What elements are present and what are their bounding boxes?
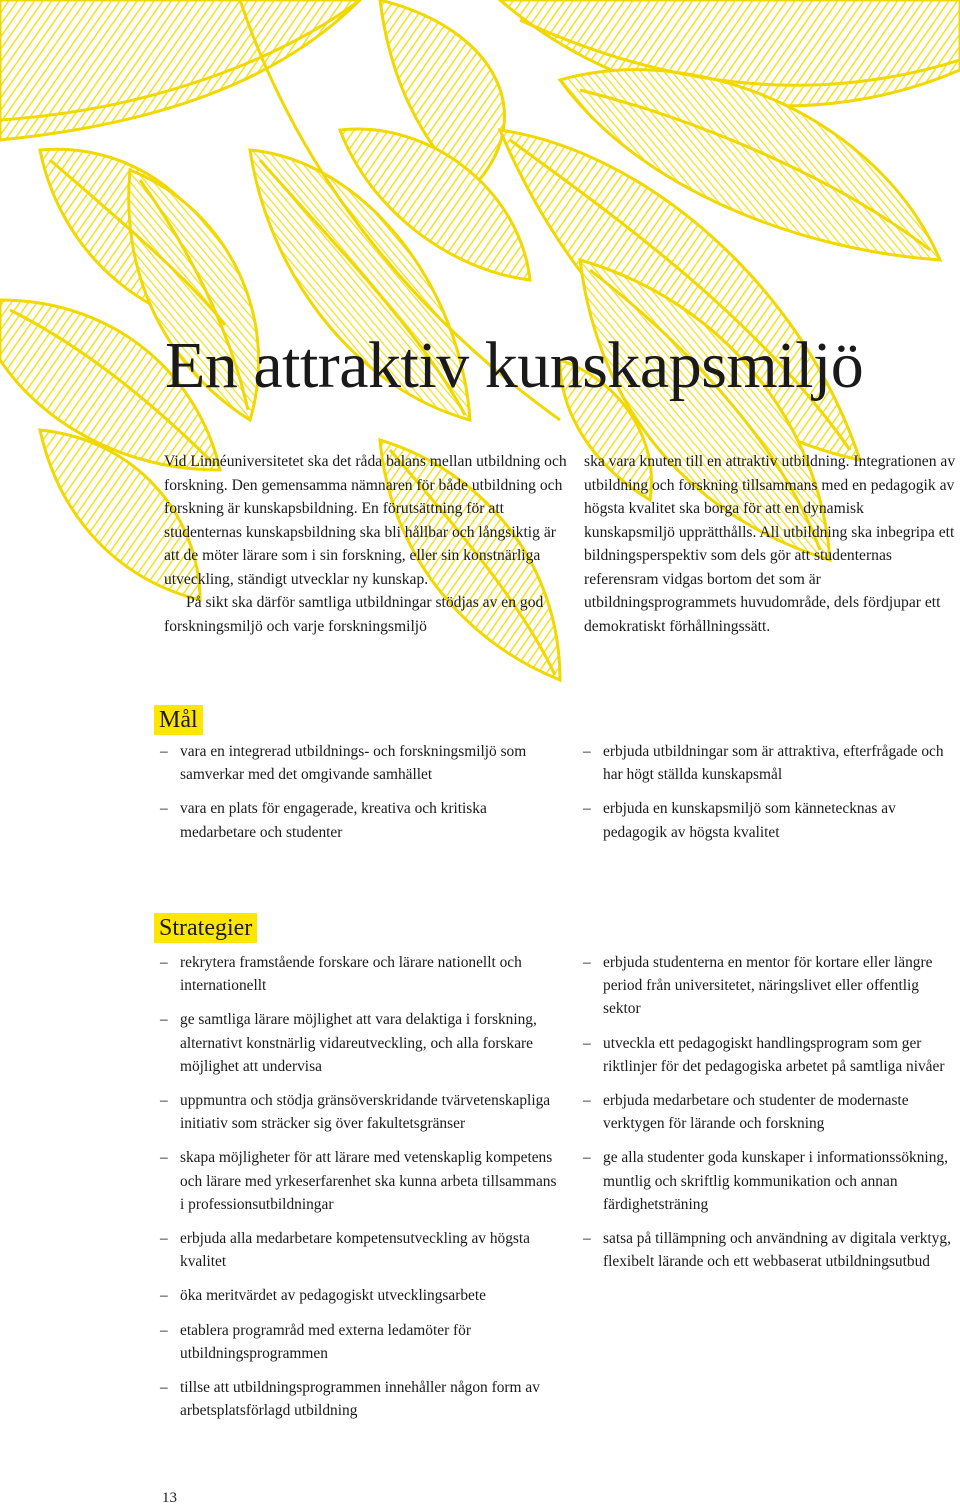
page-title: En attraktiv kunskapsmiljö	[165, 329, 864, 402]
dash-bullet: –	[583, 1092, 591, 1110]
list-item	[162, 1089, 562, 1135]
list-item	[585, 797, 955, 843]
list-item-text: erbjuda medarbetare och studenter de modernaste verktygen för lärande och forskning	[603, 1092, 909, 1133]
list-item-text: erbjuda utbildningar som är attraktiva, efterfrågade och har högt ställda kunskapsmål	[603, 743, 944, 784]
dash-bullet: –	[583, 1149, 591, 1167]
intro-paragraph: ska vara knuten till en attraktiv utbildning. Integrationen av utbildning och forskning tillsammans med en pedagogik av högsta kvalitet ska borga för att en dynamisk kunskapsmiljö upprätthålls. All utbildning ska inbegripa ett bildningsperspektiv som dels gör att studenternas referensram vidgas bortom det som är utbildningsprogrammets huvudområde, dels fördjupar ett demokratiskt förhållningssätt.	[584, 453, 956, 635]
list-item	[585, 951, 960, 1021]
list-item	[162, 797, 562, 843]
strategies-heading: Strategier	[154, 913, 257, 943]
dash-bullet: –	[583, 800, 591, 818]
goals-list-right	[585, 740, 955, 855]
intro-paragraph: På sikt ska därför samtliga utbildningar stödjas av en god forskningsmiljö och varje forskningsmiljö	[164, 594, 544, 635]
list-item-text: ge samtliga lärare möjlighet att vara delaktiga i forskning, alternativt konstnärlig vidareutveckling, och alla forskare möjlighet att undervisa	[180, 1011, 537, 1075]
strategies-list-right	[585, 951, 960, 1284]
list-item-text: etablera programråd med externa ledamöter för utbildningsprogrammen	[180, 1321, 471, 1362]
list-item	[162, 1319, 562, 1365]
list-item	[162, 1146, 562, 1216]
list-item-text: vara en plats för engagerade, kreativa och kritiska medarbetare och studenter	[180, 800, 487, 841]
dash-bullet: –	[160, 1379, 168, 1397]
list-item	[585, 1032, 960, 1078]
dash-bullet: –	[160, 1230, 168, 1248]
dash-bullet: –	[160, 1149, 168, 1167]
list-item-text: rekrytera framstående forskare och lärare nationellt och internationellt	[180, 954, 522, 995]
dash-bullet: –	[160, 954, 168, 971]
list-item	[585, 1146, 960, 1216]
list-item	[162, 1008, 562, 1078]
dash-bullet: –	[583, 1230, 591, 1248]
page-number: 13	[162, 1490, 177, 1506]
list-item	[162, 740, 562, 786]
list-item	[162, 951, 562, 997]
list-item-text: öka meritvärdet av pedagogiskt utvecklingsarbete	[180, 1287, 486, 1305]
intro-left-column	[164, 450, 569, 638]
list-item-text: satsa på tillämpning och användning av digitala verktyg, flexibelt lärande och ett webbaserat utbildningsutbud	[603, 1230, 951, 1271]
list-item-text: uppmuntra och stödja gränsöverskridande tvärvetenskapliga initiativ som sträcker sig över fakultetsgränser	[180, 1092, 551, 1133]
list-item-text: erbjuda en kunskapsmiljö som kännetecknas av pedagogik av högsta kvalitet	[603, 800, 896, 841]
list-item-text: skapa möjligheter för att lärare med vetenskaplig kompetens och lärare med yrkeserfarenhet ska kunna arbeta tillsammans i professionsutbildningar	[180, 1149, 557, 1213]
dash-bullet: –	[160, 1011, 168, 1029]
dash-bullet: –	[160, 800, 168, 818]
list-item-text: tillse att utbildningsprogrammen innehåller någon form av arbetsplatsförlagd utbildning	[180, 1379, 540, 1420]
dash-bullet: –	[160, 1321, 168, 1339]
list-item-text: vara en integrerad utbildnings- och forskningsmiljö som samverkar med det omgivande samhället	[180, 743, 527, 784]
list-item-text: erbjuda alla medarbetare kompetensutveckling av högsta kvalitet	[180, 1230, 531, 1271]
intro-paragraph: Vid Linnéuniversitetet ska det råda balans mellan utbildning och forskning. Den gemensamma nämnaren för både utbildning och forskning är kunskapsbildning. En förutsättning för att studenternas kunskapsbildning ska bli hållbar och långsiktig är att de möter lärare som i sin forskning, eller sin konstnärliga utveckling, ständigt utvecklar ny kunskap.	[164, 453, 567, 588]
list-item-text: utveckla ett pedagogiskt handlingsprogram som ger riktlinjer för det pedagogiska arbetet på samtliga nivåer	[603, 1034, 945, 1075]
goals-list-left	[162, 740, 562, 855]
list-item-text: erbjuda studenterna en mentor för kortare eller längre period från universitetet, näringslivet eller offentlig sektor	[603, 954, 933, 1018]
dash-bullet: –	[583, 954, 591, 971]
dash-bullet: –	[160, 743, 168, 760]
list-item	[585, 740, 955, 786]
list-item	[585, 1089, 960, 1135]
dash-bullet: –	[160, 1287, 168, 1305]
strategies-list-left	[162, 951, 562, 1433]
goals-heading: Mål	[154, 705, 203, 735]
list-item	[162, 1376, 562, 1422]
intro-right-column	[584, 450, 956, 638]
list-item-text: ge alla studenter goda kunskaper i informationssökning, muntlig och skriftlig kommunikation och annan färdighetsträning	[603, 1149, 948, 1213]
dash-bullet: –	[583, 1034, 591, 1052]
list-item	[162, 1227, 562, 1273]
dash-bullet: –	[583, 743, 591, 760]
list-item	[585, 1227, 960, 1273]
list-item	[162, 1284, 562, 1307]
dash-bullet: –	[160, 1092, 168, 1110]
